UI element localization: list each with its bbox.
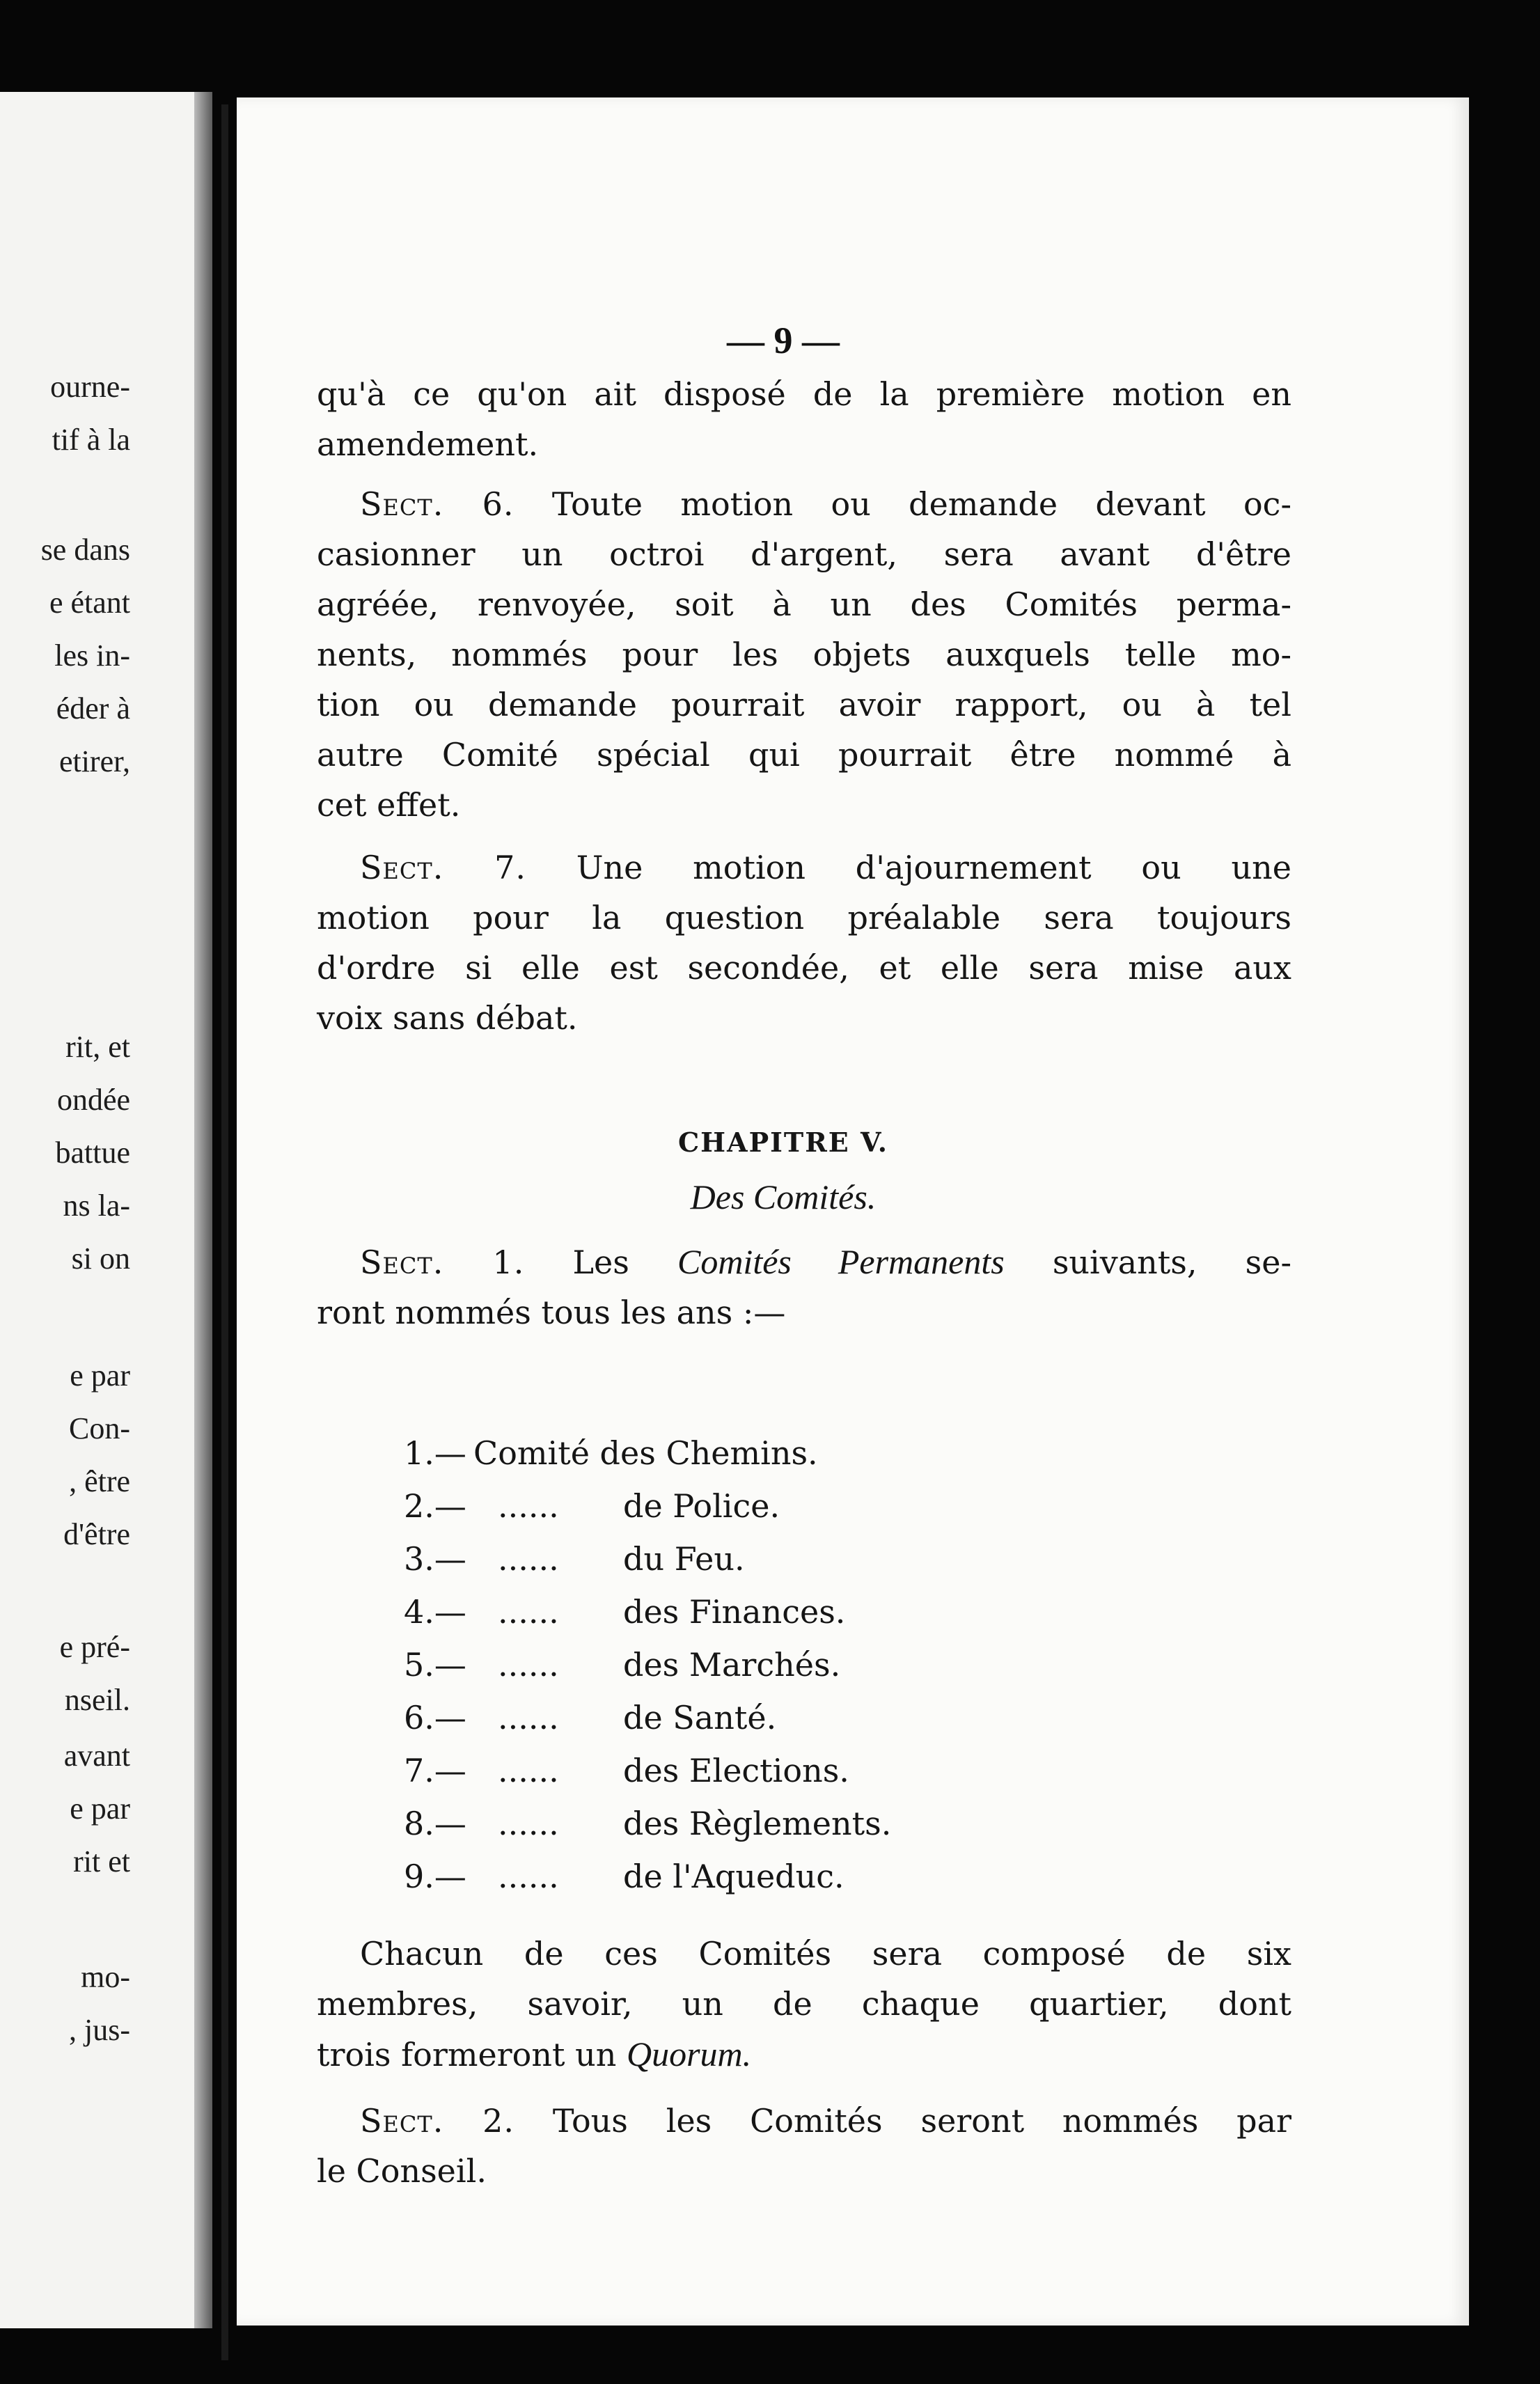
item-name: des Règlements. <box>623 1805 892 1842</box>
previous-page <box>0 92 212 2328</box>
text-line: membres, savoir, un de chaque quartier, dont <box>317 1985 1291 2023</box>
left-page-fragment: se dans <box>40 533 130 567</box>
leader-dots: ...... <box>498 1593 559 1631</box>
text-line <box>317 842 1291 893</box>
item-number: 3.— <box>404 1540 466 1578</box>
text-line: agréée, renvoyée, soit à un des Comités perma- <box>317 586 1291 623</box>
left-page-fragment: rit, et <box>65 1030 130 1064</box>
text-span: Une motion d'ajournement ou une <box>576 849 1291 886</box>
left-page-fragment: , jus- <box>69 2013 130 2047</box>
text-line <box>317 2029 1291 2080</box>
left-page-fragment: e pré- <box>59 1630 130 1664</box>
committee-item <box>404 1752 1030 1805</box>
text-line: qu'à ce qu'on ait disposé de la première motion en <box>317 375 1291 413</box>
section-2 <box>317 2096 1291 2196</box>
book-spine <box>221 104 228 2360</box>
left-page-fragment: rit et <box>73 1844 130 1879</box>
text-line <box>317 1929 1291 1979</box>
leader-dots: ...... <box>498 1858 559 1895</box>
left-page-fragment: nseil. <box>64 1683 130 1717</box>
leader-dots: ...... <box>498 1540 559 1578</box>
item-name: des Marchés. <box>623 1646 841 1684</box>
committee-list <box>404 1434 1030 1911</box>
italic-term: Comités Permanents <box>677 1242 1005 1281</box>
text-line <box>317 479 1291 529</box>
item-number: 8.— <box>404 1805 466 1842</box>
committee-item <box>404 1540 1030 1593</box>
text-line: casionner un octroi d'argent, sera avant d'être <box>317 535 1291 573</box>
item-number: 7.— <box>404 1752 466 1789</box>
text-line: autre Comité spécial qui pourrait être nommé à <box>317 736 1291 774</box>
text-span: Chacun de ces Comités sera composé de six <box>360 1935 1291 1973</box>
item-name: de Police. <box>623 1487 780 1525</box>
item-number: 4.— <box>404 1593 466 1631</box>
left-page-fragment: ns la- <box>63 1189 130 1223</box>
committee-item <box>404 1593 1030 1646</box>
item-number: 5.— <box>404 1646 466 1684</box>
section-6 <box>317 479 1291 830</box>
left-page-fragment: Con- <box>69 1411 130 1445</box>
item-name: Comité des Chemins. <box>473 1434 818 1472</box>
committee-item <box>404 1646 1030 1699</box>
italic-term: Quorum. <box>626 2034 752 2073</box>
text-line: voix sans débat. <box>317 999 578 1037</box>
item-name: des Finances. <box>623 1593 846 1631</box>
section-label: Sect. 1. <box>360 1244 525 1281</box>
text-line: amendement. <box>317 425 539 463</box>
paragraph-continuation <box>317 369 1291 469</box>
section-7 <box>317 842 1291 1043</box>
section-label: Sect. 6. <box>360 485 514 523</box>
section-label: Sect. 2. <box>360 2102 515 2140</box>
text-span: Tous les Comités seront nommés par <box>552 2102 1291 2140</box>
text-line: nents, nommés pour les objets auxquels telle mo- <box>317 636 1291 673</box>
text-line: d'ordre si elle est secondée, et elle sera mise aux <box>317 949 1291 987</box>
text-line: cet effet. <box>317 786 461 824</box>
item-name: de Santé. <box>623 1699 777 1736</box>
item-number: 6.— <box>404 1699 466 1736</box>
chapter-subtitle: Des Comités. <box>690 1177 877 1216</box>
committee-item <box>404 1434 1030 1487</box>
text-line: ront nommés tous les ans :— <box>317 1294 786 1331</box>
leader-dots: ...... <box>498 1646 559 1684</box>
left-page-fragment: éder à <box>56 691 130 726</box>
item-number: 2.— <box>404 1487 466 1525</box>
text-line <box>317 2096 1291 2146</box>
text-line: motion pour la question préalable sera toujours <box>317 899 1291 936</box>
chapter-heading: CHAPITRE V. <box>677 1127 889 1158</box>
committee-item <box>404 1805 1030 1858</box>
leader-dots: ...... <box>498 1805 559 1842</box>
left-page-fragment: e étant <box>49 586 130 620</box>
text-span: Les <box>572 1244 629 1281</box>
text-line: tion ou demande pourrait avoir rapport, ou à tel <box>317 686 1291 723</box>
left-page-fragment: mo- <box>81 1960 130 1994</box>
left-page-fragment: battue <box>55 1136 130 1170</box>
left-page-fragment: ondée <box>56 1083 130 1117</box>
left-page-fragment: etirer, <box>58 744 130 778</box>
left-page-fragment: e par <box>70 1791 130 1826</box>
text-span: suivants, se- <box>1052 1244 1292 1281</box>
text-span: Toute motion ou demande devant oc- <box>551 485 1291 523</box>
composition-paragraph <box>317 1929 1291 2080</box>
leader-dots: ...... <box>498 1699 559 1736</box>
committee-item <box>404 1487 1030 1540</box>
left-page-fragment: d'être <box>63 1517 130 1551</box>
text-span: trois formeront un <box>317 2036 617 2073</box>
leader-dots: ...... <box>498 1487 559 1525</box>
item-name: du Feu. <box>623 1540 745 1578</box>
gutter-shadow <box>194 92 212 2328</box>
left-page-fragment: ourne- <box>50 370 130 404</box>
section-1 <box>317 1237 1291 1338</box>
left-page-fragment: , être <box>69 1464 130 1498</box>
left-page-fragment: les in- <box>54 638 130 673</box>
page-number: — 9 — <box>727 320 840 361</box>
item-number: 1.— <box>404 1434 466 1472</box>
committee-item <box>404 1858 1030 1911</box>
item-name: de l'Aqueduc. <box>623 1858 844 1895</box>
item-name: des Elections. <box>623 1752 849 1789</box>
left-page-fragment: e par <box>70 1358 130 1393</box>
left-page-fragment: tif à la <box>52 423 130 457</box>
section-label: Sect. 7. <box>360 849 526 886</box>
left-page-fragment: si on <box>71 1241 130 1276</box>
left-page-fragment: avant <box>63 1739 130 1773</box>
item-number: 9.— <box>404 1858 466 1895</box>
committee-item <box>404 1699 1030 1752</box>
leader-dots: ...... <box>498 1752 559 1789</box>
text-line <box>317 1237 1291 1287</box>
book-page <box>237 97 1469 2326</box>
text-line: le Conseil. <box>317 2152 487 2190</box>
